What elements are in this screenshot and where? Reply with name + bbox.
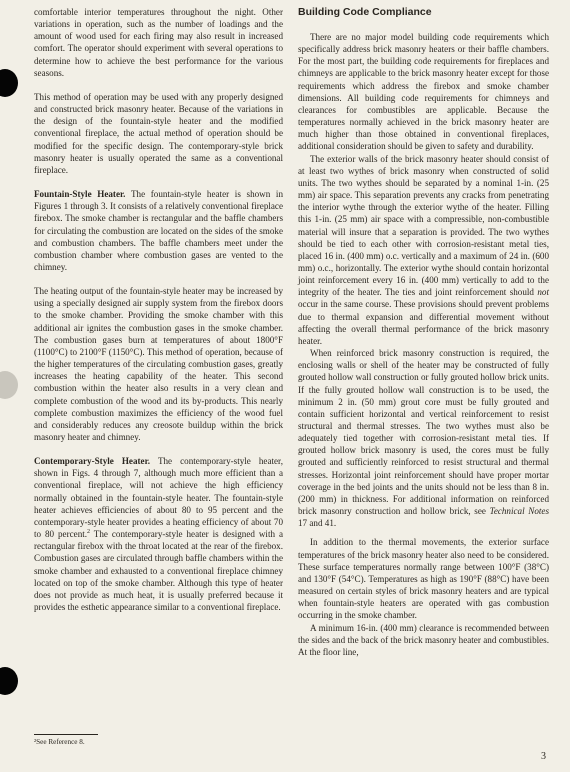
paragraph-contemporary-style-heater (34, 455, 283, 613)
footnote: ²See Reference 8. (34, 738, 85, 746)
contemporary-style-text: The contemporary-style heater, shown in Figs. 4 through 7, although much more efficient than a conventional fireplace, will not achieve the high efficiency normally obtained in the fountain-style heater. The fountain-style heater achieves efficiencies of about 80 to 95 percent and the contemporary-style heater provides a heating efficiency of about 70 to 80 percent. (34, 456, 283, 540)
exterior-walls-text-continued: occur in the same course. These provisions should prevent problems due to thermal expansion and differential movement without affecting the overall thermal performance of the brick masonry heater. (298, 299, 549, 346)
fountain-style-text: The fountain-style heater is shown in Figures 1 through 3. It consists of a relatively conventional fireplace firebox. The smoke chamber is rectangular and the baffle chambers for circulating the combustion are located on the sides of the smoke and combustion chambers. The baffle chambers meet under the combustion chamber where combustion gases are vented to the chimney. (34, 189, 284, 272)
left-column (34, 6, 283, 613)
emphasis-not: not (537, 287, 549, 298)
paragraph-reinforced-masonry (298, 347, 549, 529)
paragraph-operation-variations: comfortable interior temperatures throughout the night. Other variations in operation, such as the number of loadings and the amount of wood used for each firing may also result in increased comfort. The operator should experiment with several operations to determine how to achieve the best performance for the various seasons. (34, 7, 283, 78)
paragraph-surface-temperatures: In addition to the thermal movements, the exterior surface temperatures of the brick masonry heater also need to be considered. These surface temperatures normally range between 100°F (38°C) and 130°F (54°C). Temperatures as high as 190°F (88°C) have been measured on certain styles of brick masonry heaters and are typical when fountain-style heaters are operated with gas combustion occurring in the smoke chamber. (298, 537, 549, 621)
footnote-divider (34, 734, 98, 735)
binder-hole-middle (0, 371, 18, 399)
fountain-style-heading: Fountain-Style Heater. (34, 189, 126, 200)
reinforced-masonry-text: When reinforced brick masonry construction is required, the enclosing walls or shell of the heater may be constructed of fully grouted hollow wall construction or fully grouted hollow brick units. If the fully grouted hollow wall construction is to be used, the minimum 2 in. (50 mm) grout core must be fully grouted and contain sufficient horizontal and vertical reinforcement to resist structural and thermal stresses. The two wythes must also be adequately tied together with corrosion-resistant metal ties. If grouted hollow brick masonry is used, the cores must be fully grouted and sufficiently reinforced to resist structural and thermal stresses. Horizontal joint reinforcement should have proper mortar coverage in the bed joints and the units should not be less than 8 in. (200 mm) in thickness. For additional information on reinforced brick masonry construction and hollow brick, see (298, 348, 549, 517)
footnote-marker: 2 (87, 529, 91, 536)
reinforced-masonry-text-continued: 17 and 41. (298, 518, 337, 529)
paragraph-exterior-walls (298, 153, 549, 348)
binder-hole-top (0, 69, 18, 97)
paragraph-method-of-operation: This method of operation may be used with any properly designed and constructed brick masonry heater. Because of the variations in the design of the fountain-style heater and the modified conventional fireplace, the actual method of operation should be modified for the specific design. The contemporary-style brick masonry heater is usually operated the same as a conventional fireplace. (34, 91, 283, 175)
binder-hole-bottom (0, 667, 18, 695)
contemporary-style-heading: Contemporary-Style Heater. (34, 456, 151, 467)
section-heading: Building Code Compliance (298, 6, 432, 18)
right-column (298, 6, 549, 658)
paragraph-fountain-style-heater (34, 188, 283, 273)
technical-notes-reference: Technical Notes (489, 506, 549, 517)
paragraph-code-requirements: There are no major model building code requirements which specifically address brick masonry heaters or their baffle chambers. For the most part, the building code requirements for fireplaces and chimneys are applicable to the brick masonry heater except for those requirements which address the firebox and smoke chamber dimensions. All building code requirements for chimneys and clearances for combustibles are applicable. Because the temperatures normally achieved in the brick masonry heater are much higher than those obtained in conventional fireplaces, additional consideration should be given to safety and durability. (298, 32, 549, 152)
exterior-walls-text: The exterior walls of the brick masonry heater should consist of at least two wythes of brick masonry when constructed of solid units. The two wythes should be separated by a nominal 1-in. (25 mm) air space. This separation prevents any cracks from penetrating the interior wythe through the exterior wythe of the heater. Filling this 1-in. (25 mm) air space with a compressible, non-combustible material will insure that a separation is provided. The two wythes should be tied to each other with corrosion-resistant metal ties, placed 16 in. (400 mm) o.c. vertically and a maximum of 24 in. (600 mm) o.c., horizontally. The exterior wythe should contain horizontal joint reinforcement every 16 in. (400 mm) vertically to add to the integrity of the heater. The ties and joint reinforcement should (298, 153, 549, 298)
paragraph-heating-output: The heating output of the fountain-style heater may be increased by using a specially designed air supply system from the firebox doors to the smoke chamber. Providing the smoke chamber with this additional air ignites the combustion gases in the smoke chamber. The combustion gases burn at temperatures of about 1800°F (1100°C) to 2100°F (1150°C). This method of operation, because of the higher temperatures of the circulating combustion gases, greatly increases the heating capability of the heater. This second combustion within the heater also results in a very clean and complete combustion of the wood and its by-products. This nearly complete combustion maximizes the efficiency of the wood fuel and considerably reduces any creosote buildup within the brick masonry heater and chimney. (34, 286, 283, 442)
page-number: 3 (541, 751, 546, 762)
contemporary-style-text-continued: The contemporary-style heater is designed with a rectangular firebox with the throat located at the rear of the firebox. Combustion gases are circulated through baffle chambers within the smoke chamber and exhausted to a conventional fireplace chimney located on top of the smoke chamber. Although this type of heater does not provide as much heat, it is usually preferred because it provides the esthetic appearance similar to a conventional fireplace. (34, 529, 283, 613)
paragraph-clearance: A minimum 16-in. (400 mm) clearance is recommended between the sides and the back of the brick masonry heater and combustibles. At the floor line, (298, 622, 549, 657)
